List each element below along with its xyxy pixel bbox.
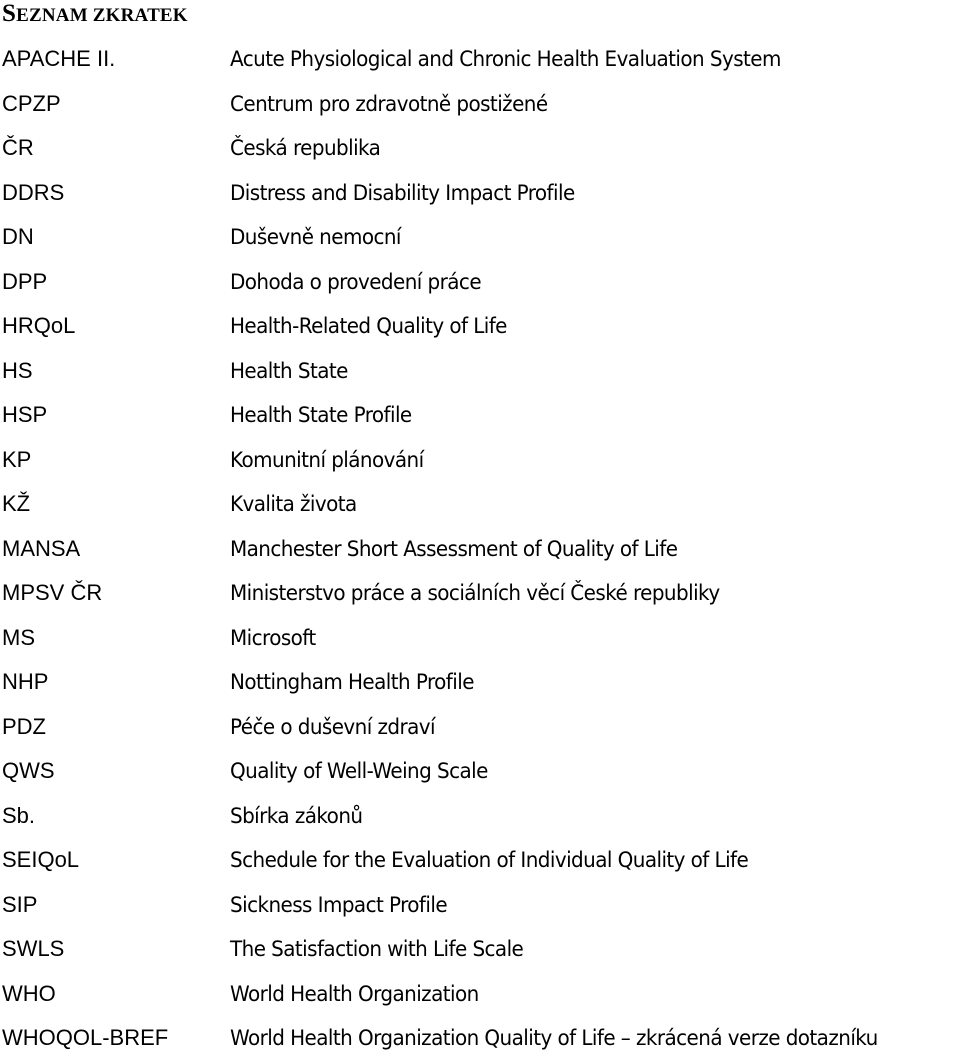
abbreviation-meaning: Acute Physiological and Chronic Health Evaluation System [230, 47, 781, 71]
abbreviation-meaning: The Satisfaction with Life Scale [230, 937, 524, 961]
abbreviation-meaning: World Health Organization [230, 981, 479, 1006]
list-item [0, 617, 960, 662]
abbreviation: SEIQoL [2, 847, 80, 872]
abbreviation-meaning: Microsoft [230, 625, 316, 650]
list-item [0, 172, 960, 217]
abbreviation-meaning: Duševně nemocní [230, 225, 401, 249]
abbreviation: APACHE II. [2, 46, 116, 71]
abbreviation-meaning: Ministerstvo práce a sociálních věcí České republiky [230, 581, 720, 605]
abbreviation: WHO [2, 980, 56, 1006]
abbreviation-list [0, 38, 960, 1062]
abbreviation-meaning: Centrum pro zdravotně postižené [230, 91, 548, 116]
abbreviation-meaning: Quality of Well-Weing Scale [230, 759, 488, 783]
abbreviation: MPSV ČR [2, 580, 103, 605]
abbreviation-meaning: Sbírka zákonů [230, 803, 363, 828]
abbreviation-meaning: Distress and Disability Impact Profile [230, 180, 575, 205]
list-item [0, 127, 960, 172]
abbreviation: PDZ [2, 713, 46, 739]
abbreviation: DN [2, 224, 34, 249]
abbreviation: HRQoL [2, 313, 76, 338]
list-item [0, 928, 960, 973]
abbreviation: Sb. [2, 802, 36, 828]
list-item [0, 439, 960, 484]
abbreviation-meaning: Manchester Short Assessment of Quality of Life [230, 536, 678, 561]
abbreviation-meaning: Česká republika [230, 136, 381, 160]
abbreviation: DPP [2, 268, 48, 294]
list-item [0, 483, 960, 528]
list-item [0, 572, 960, 617]
list-item [0, 38, 960, 83]
abbreviation: HS [2, 357, 33, 383]
list-item [0, 973, 960, 1018]
abbreviation: HSP [2, 402, 48, 427]
list-item [0, 350, 960, 395]
list-item [0, 305, 960, 350]
abbreviation-meaning: Schedule for the Evaluation of Individual Quality of Life [230, 848, 749, 872]
abbreviation: SWLS [2, 936, 65, 961]
abbreviation-meaning: Péče o duševní zdraví [230, 714, 435, 739]
abbreviation: MANSA [2, 535, 81, 561]
list-item [0, 750, 960, 795]
list-item [0, 795, 960, 840]
page-title-initial: S [2, 0, 17, 27]
abbreviation: MS [2, 624, 35, 650]
abbreviation: ČR [2, 135, 34, 160]
abbreviation-meaning: Sickness Impact Profile [230, 892, 448, 917]
page-title-rest: EZNAM ZKRATEK [16, 5, 188, 26]
list-item [0, 706, 960, 751]
list-item [0, 661, 960, 706]
list-item [0, 261, 960, 306]
abbreviation: DDRS [2, 179, 65, 205]
abbreviation: SIP [2, 891, 38, 917]
list-item [0, 528, 960, 573]
list-item [0, 216, 960, 261]
page-title [2, 0, 188, 30]
list-item [0, 394, 960, 439]
abbreviation-meaning: World Health Organization Quality of Life – zkrácená verze dotazníku [230, 1026, 878, 1050]
abbreviation-meaning: Dohoda o provedení práce [230, 269, 482, 294]
abbreviation-meaning: Health-Related Quality of Life [230, 314, 507, 338]
abbreviation-meaning: Health State [230, 358, 348, 383]
abbreviation: KP [2, 446, 32, 472]
list-item [0, 884, 960, 929]
list-item [0, 839, 960, 884]
abbreviation-meaning: Komunitní plánování [230, 447, 424, 472]
abbreviation: CPZP [2, 90, 61, 116]
list-item [0, 83, 960, 128]
abbreviation: NHP [2, 669, 49, 694]
abbreviation: WHOQOL-BREF [2, 1025, 169, 1050]
abbreviation-meaning: Health State Profile [230, 403, 412, 427]
abbreviation-meaning: Nottingham Health Profile [230, 670, 474, 694]
abbreviation: QWS [2, 758, 55, 783]
abbreviation-meaning: Kvalita života [230, 492, 357, 516]
abbreviation: KŽ [2, 491, 31, 516]
